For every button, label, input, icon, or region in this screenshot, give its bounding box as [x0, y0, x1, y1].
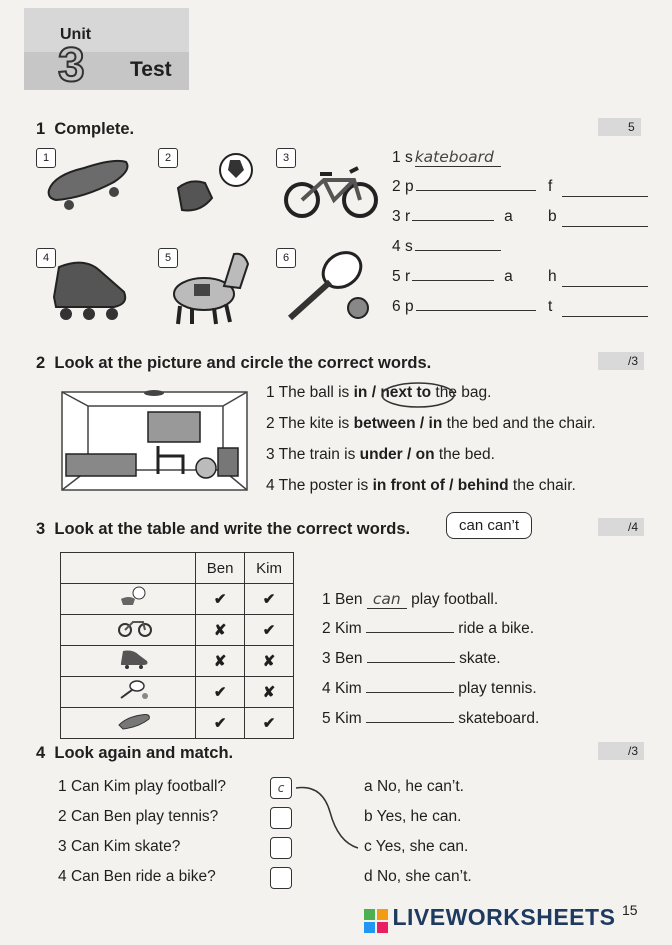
table-cell-kim: ✔: [245, 708, 294, 739]
item-start-letter: r: [404, 208, 411, 225]
table-cell-ben: ✘: [196, 646, 245, 677]
complete-item: [392, 178, 662, 202]
table-activity-cell: [61, 615, 196, 646]
picture-number: 5: [158, 248, 178, 268]
option-1[interactable]: under: [359, 446, 403, 463]
table-header-ben: Ben: [196, 553, 245, 584]
item-text-end: the bed and the chair.: [442, 415, 596, 432]
unit-label: Unit: [60, 26, 92, 43]
answer-circle: [380, 380, 460, 410]
write-item: [322, 680, 537, 698]
item-number: 4: [392, 238, 401, 255]
complete-item: [392, 148, 662, 172]
item-end-letter: h: [548, 268, 557, 285]
match-answer: [364, 808, 461, 826]
table-activity-cell: [61, 584, 196, 615]
section-1-title: 1 Complete.: [36, 120, 135, 138]
section-3-score: /4: [598, 518, 644, 536]
item-number: 3: [392, 208, 401, 225]
answer-blank[interactable]: [562, 208, 648, 227]
option-1[interactable]: between: [353, 415, 416, 432]
table-cell-kim: ✔: [245, 615, 294, 646]
section-4-score: /3: [598, 742, 644, 760]
table-cell-ben: ✔: [196, 677, 245, 708]
complete-item: [392, 268, 662, 292]
bike-icon: [284, 160, 379, 220]
table-corner: [61, 553, 196, 584]
item-text-end: play football.: [411, 591, 499, 608]
table-cell-kim: ✘: [245, 646, 294, 677]
write-item: [322, 620, 534, 638]
answer-blank[interactable]: [416, 310, 536, 311]
tennis-racket-icon: [280, 246, 380, 326]
item-end-letter: f: [548, 178, 553, 195]
answer-blank[interactable]: [366, 692, 454, 693]
item-number: 5: [392, 268, 401, 285]
item-end-letter: b: [548, 208, 557, 225]
question-text: Can Kim play football?: [70, 778, 227, 795]
answer-blank[interactable]: [416, 190, 536, 191]
item-number: 2: [392, 178, 401, 195]
item-subject: Ben: [334, 650, 363, 667]
write-item: [322, 590, 498, 609]
item-text-end: skateboard.: [458, 710, 540, 727]
question-text: Can Kim skate?: [70, 838, 181, 855]
complete-item: [392, 238, 662, 262]
item-mid-letter: a: [504, 268, 513, 285]
option-separator: /: [444, 477, 458, 494]
match-answer: [364, 838, 468, 856]
match-question: [58, 808, 218, 826]
complete-item: [392, 208, 662, 232]
bike-icon: [117, 616, 153, 640]
answer-text: Yes, he can.: [376, 808, 462, 825]
section-4-title: 4 Look again and match.: [36, 744, 234, 762]
circle-item: [266, 446, 495, 464]
answer-text: Yes, she can.: [375, 838, 469, 855]
item-text-end: ride a bike.: [458, 620, 535, 637]
item-number: 3: [58, 838, 67, 855]
roller-skate-icon: [117, 647, 153, 671]
table-cell-kim: ✘: [245, 677, 294, 708]
item-subject: Kim: [334, 680, 362, 697]
table-row: [61, 615, 294, 646]
answer-blank[interactable]: kateboard: [415, 148, 501, 167]
write-item: [322, 650, 501, 668]
picture-number: 4: [36, 248, 56, 268]
football-boot-icon: [170, 148, 260, 218]
item-text: The ball is: [278, 384, 354, 401]
answer-text: No, she can’t.: [376, 868, 472, 885]
answer-blank[interactable]: [412, 280, 494, 281]
table-cell-ben: ✘: [196, 615, 245, 646]
match-question: [58, 868, 216, 886]
circle-item: [266, 415, 596, 433]
item-text-end: the bag.: [431, 384, 492, 401]
answer-blank[interactable]: [366, 722, 454, 723]
table-activity-cell: [61, 708, 196, 739]
item-number: 2: [322, 620, 331, 637]
match-answer-box[interactable]: [270, 837, 292, 859]
complete-item: [392, 298, 662, 322]
match-line: [292, 782, 362, 854]
picture-number: 1: [36, 148, 56, 168]
item-number: 4: [58, 868, 67, 885]
item-number: 2: [58, 808, 67, 825]
answer-blank[interactable]: [562, 268, 648, 287]
answer-blank[interactable]: [415, 250, 501, 251]
answer-blank[interactable]: [366, 632, 454, 633]
answer-blank[interactable]: can: [367, 590, 407, 609]
table-cell-kim: ✔: [245, 584, 294, 615]
item-text-end: skate.: [459, 650, 501, 667]
page-number: 15: [622, 902, 638, 918]
option-1[interactable]: in front of: [372, 477, 445, 494]
item-text: The poster is: [278, 477, 373, 494]
item-start-letter: p: [404, 298, 414, 315]
table-header-kim: Kim: [245, 553, 294, 584]
table-row: [61, 677, 294, 708]
item-start-letter: s: [404, 238, 413, 255]
item-subject: Kim: [334, 710, 362, 727]
table-row: [61, 708, 294, 739]
table-row: [61, 584, 294, 615]
skateboard-icon: [44, 150, 134, 215]
picture-number: 3: [276, 148, 296, 168]
football-icon: [117, 585, 153, 609]
table-activity-cell: [61, 646, 196, 677]
picture-number: 2: [158, 148, 178, 168]
option-1[interactable]: in: [353, 384, 368, 401]
item-number: 3: [322, 650, 331, 667]
answer-letter: a: [364, 778, 373, 795]
item-start-letter: p: [404, 178, 414, 195]
unit-number: 3: [58, 39, 85, 92]
pony-icon: [164, 244, 254, 329]
item-text: The kite is: [278, 415, 354, 432]
answer-blank[interactable]: [562, 178, 648, 197]
tennis-icon: [117, 678, 153, 702]
item-text-end: the chair.: [508, 477, 576, 494]
table-cell-ben: ✔: [196, 584, 245, 615]
item-mid-letter: a: [504, 208, 513, 225]
item-number: 5: [322, 710, 331, 727]
answer-blank[interactable]: [367, 662, 455, 663]
match-question: [58, 778, 226, 796]
match-answer-box[interactable]: [270, 867, 292, 889]
answer-text: No, he can’t.: [376, 778, 464, 795]
picture-number: 6: [276, 248, 296, 268]
item-number: 1: [392, 149, 401, 166]
table-cell-ben: ✔: [196, 708, 245, 739]
skateboard-icon: [117, 709, 153, 733]
option-2[interactable]: on: [415, 446, 435, 463]
item-number: 2: [266, 415, 275, 432]
circle-item: [266, 477, 576, 495]
section-3-title: 3 Look at the table and write the correct words.: [36, 520, 411, 538]
liveworksheets-logo: [364, 904, 615, 933]
match-answer: [364, 778, 464, 796]
option-separator: /: [402, 446, 416, 463]
item-start-letter: s: [404, 149, 413, 166]
table-row: [61, 646, 294, 677]
item-number: 4: [322, 680, 331, 697]
item-subject: Ben: [334, 591, 363, 608]
roller-skate-icon: [44, 252, 134, 322]
match-answer-box[interactable]: [270, 807, 292, 829]
option-2[interactable]: behind: [457, 477, 509, 494]
item-number: 3: [266, 446, 275, 463]
logo-grid-icon: [364, 909, 388, 933]
section-2-title: 2 Look at the picture and circle the correct words.: [36, 354, 432, 372]
option-2[interactable]: in: [428, 415, 443, 432]
test-label: Test: [130, 58, 172, 81]
answer-blank[interactable]: [562, 298, 648, 317]
section-1-score: 5: [598, 118, 641, 136]
option-2[interactable]: next to: [380, 384, 432, 401]
bedroom-picture: [58, 384, 253, 494]
item-subject: Kim: [334, 620, 362, 637]
item-number: 1: [266, 384, 275, 401]
item-text-end: play tennis.: [458, 680, 537, 697]
answer-letter: c: [364, 838, 372, 855]
question-text: Can Ben ride a bike?: [70, 868, 216, 885]
match-answer-box[interactable]: c: [270, 777, 292, 799]
answer-letter: b: [364, 808, 373, 825]
table-activity-cell: [61, 677, 196, 708]
answer-blank[interactable]: [412, 220, 494, 221]
match-answer: [364, 868, 472, 886]
logo-text: LIVEWORKSHEETS: [392, 904, 616, 930]
item-text: The train is: [278, 446, 360, 463]
option-separator: /: [367, 384, 381, 401]
item-start-letter: r: [404, 268, 411, 285]
item-number: 6: [392, 298, 401, 315]
question-text: Can Ben play tennis?: [70, 808, 219, 825]
write-item: [322, 710, 539, 728]
item-number: 1: [322, 591, 331, 608]
option-separator: /: [415, 415, 429, 432]
word-box: can can’t: [446, 512, 532, 539]
item-number: 1: [58, 778, 67, 795]
item-text-end: the bed.: [434, 446, 495, 463]
section-2-score: /3: [598, 352, 644, 370]
item-number: 4: [266, 477, 275, 494]
item-end-letter: t: [548, 298, 553, 315]
answer-letter: d: [364, 868, 373, 885]
match-question: [58, 838, 180, 856]
ability-table: [60, 552, 294, 739]
